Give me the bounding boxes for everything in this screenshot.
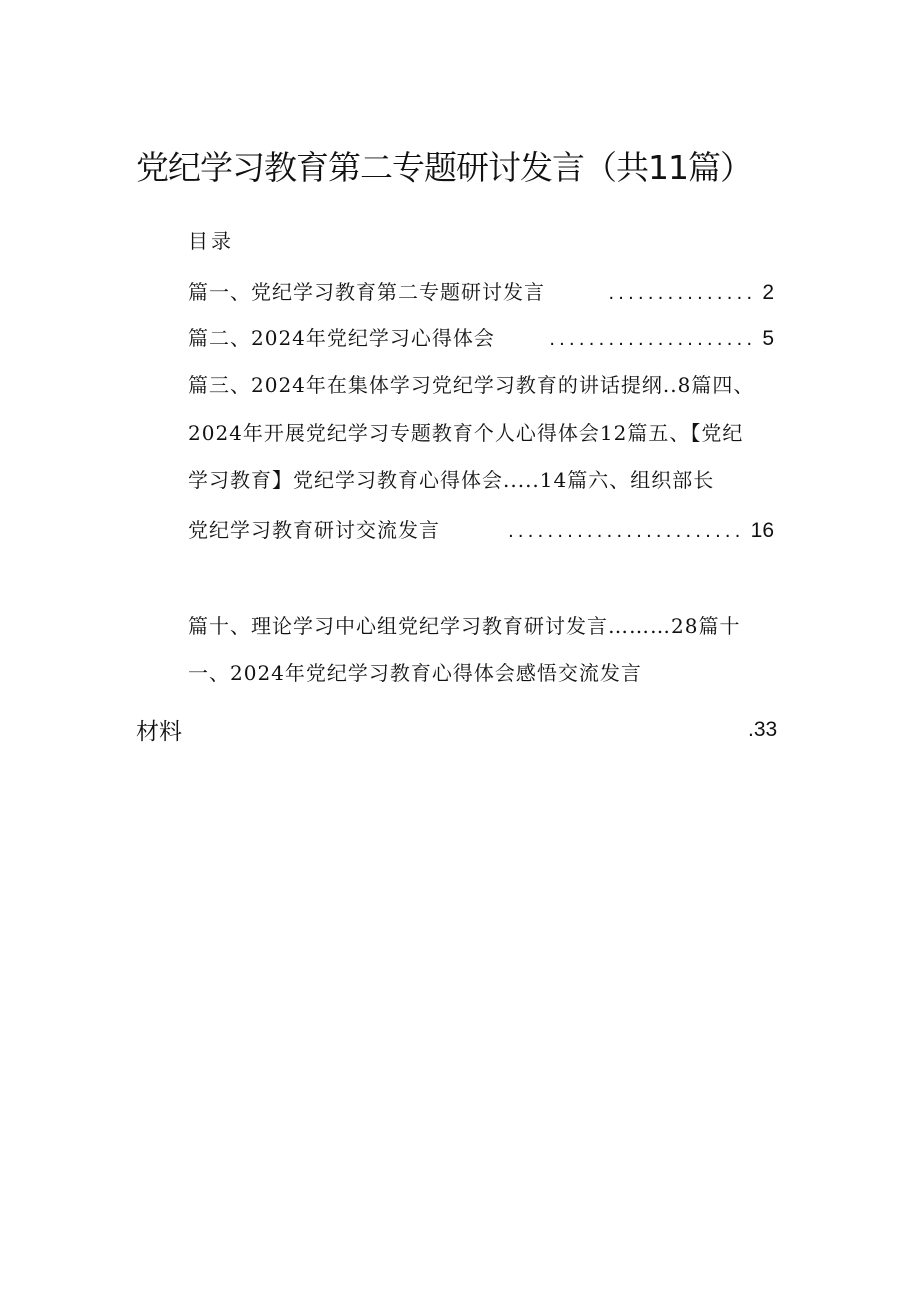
toc-entry-6-page: 16 bbox=[750, 519, 774, 542]
toc-line-5[interactable]: 学习教育】党纪学习教育心得体会.....14篇六、组织部长 bbox=[188, 468, 715, 492]
toc-line-3[interactable]: 篇三、2024年在集体学习党纪学习教育的讲话提纲..8篇四、 bbox=[188, 373, 755, 397]
toc-entry-1-text: 篇一、党纪学习教育第二专题研讨发言 bbox=[188, 280, 545, 304]
toc-entry-2[interactable] bbox=[188, 323, 774, 354]
toc-line-7[interactable]: 篇十、理论学习中心组党纪学习教育研讨发言………28篇十 bbox=[188, 614, 741, 638]
toc-line-8[interactable]: 一、2024年党纪学习教育心得体会感悟交流发言 bbox=[188, 661, 642, 685]
toc-entry-6-leader: ........................ bbox=[508, 520, 745, 542]
toc-entry-6-text: 党纪学习教育研讨交流发言 bbox=[188, 518, 440, 542]
toc-entry-2-text: 篇二、2024年党纪学习心得体会 bbox=[188, 326, 495, 350]
toc-material-page: .33 bbox=[748, 718, 778, 741]
document-title: 党纪学习教育第二专题研讨发言（共11篇） bbox=[136, 148, 752, 187]
toc-entry-1-page: 2 bbox=[762, 281, 774, 304]
toc-line-4[interactable]: 2024年开展党纪学习专题教育个人心得体会12篇五、【党纪 bbox=[188, 421, 744, 445]
toc-entry-6[interactable] bbox=[188, 515, 774, 546]
toc-entry-1[interactable] bbox=[188, 277, 774, 308]
toc-label: 目录 bbox=[188, 229, 234, 253]
toc-material-text: 材料 bbox=[136, 719, 182, 745]
toc-entry-1-leader: ............... bbox=[608, 282, 757, 304]
toc-entry-2-page: 5 bbox=[762, 327, 774, 350]
toc-entry-2-leader: ..................... bbox=[549, 328, 757, 350]
